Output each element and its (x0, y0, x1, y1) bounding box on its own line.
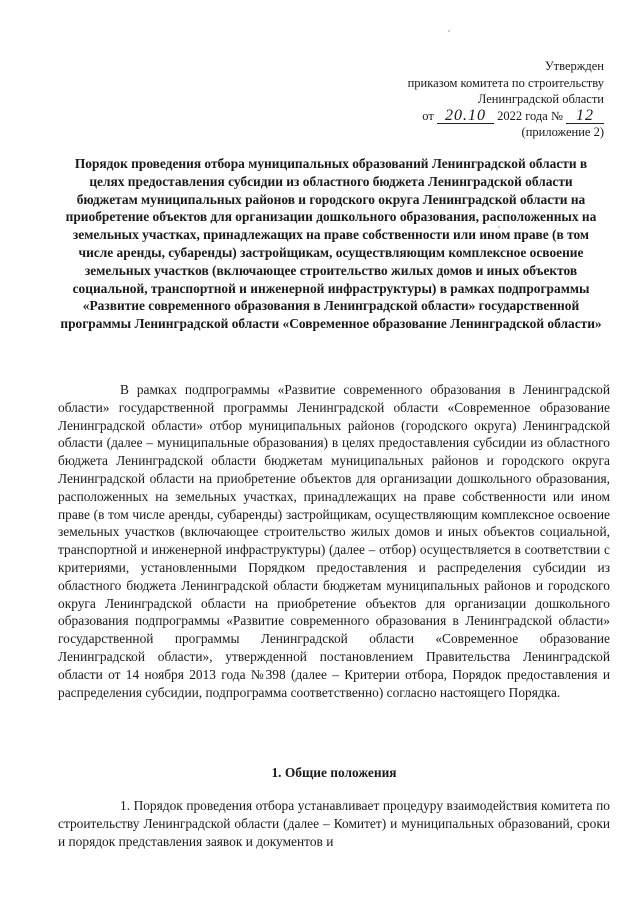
document-title: Порядок проведения отбора муниципальных образований Ленинградской области в целях предоставления субсидии из областного бюджета Ленинградской области бюджетам муниципальных районов и городского округа Ленинградской области на приобретение объектов для организации дошкольного образования, расположенных на земельных участках, принадлежащих на праве собственности или ином праве (в том числе аренды, субаренды) застройщикам, осуществляющим комплексное освоение земельных участков (включающее строительство жилых домов и иных объектов социальной, транспортной и инженерной инфраструктуры) в рамках подпрограммы «Развитие современного образования в Ленинградской области» государственной программы Ленинградской области «Современное образование Ленинградской области» (60, 156, 602, 332)
scan-speck (448, 30, 450, 32)
approval-line-order: приказом комитета по строительству (407, 75, 604, 90)
handwritten-number: 12 (566, 109, 604, 124)
date-suffix: 2022 года № (497, 108, 563, 123)
handwritten-date: 20.10 (437, 109, 494, 124)
approval-line-region: Ленинградской области (477, 92, 604, 106)
date-prefix: от (422, 108, 434, 123)
approval-line-approved: Утвержден (544, 59, 604, 73)
intro-paragraph: В рамках подпрограммы «Развитие современного образования в Ленинградской области» государственной программы Ленинградской области «Современное образование Ленинградской области» отбор муниципальных районов (городского округа) Ленинградской области (далее – муниципальные образования) в целях предоставления субсидии из областного бюджета Ленинградской области бюджетам муниципальных районов и городского округа Ленинградской области на приобретение объектов для организации дошкольного образования, расположенных на земельных участках, принадлежащих на праве собственности или ином праве (в том числе аренды, субаренды) застройщикам, осуществляющим комплексное освоение земельных участков (включающее строительство жилых домов и иных объектов социальной, транспортной и инженерной инфраструктуры) (далее – отбор) осуществляется в соответствии с критериями, установленными Порядком предоставления и распределения субсидии из областного бюджета Ленинградской области бюджетам муниципальных районов и городского округа Ленинградской области на приобретение объектов для организации дошкольного образования подпрограммы «Развитие современного образования в Ленинградской области» государственной программы Ленинградской области «Современное образование Ленинградской области», утвержденной постановлением Правительства Ленинградской области от 14 ноября 2013 года №398 (далее – Критерии отбора, Порядок предоставления и распределения субсидии, подпрограмма соответственно) согласно настоящего Порядка. (58, 382, 610, 700)
approval-stamp-block (344, 58, 604, 141)
section-1-paragraph: 1. Порядок проведения отбора устанавливает процедуру взаимодействия комитета по строительству Ленинградской области (далее – Комитет) и муниципальных образований, сроки и порядок представления заявок и документов и (58, 798, 610, 849)
approval-date-line (344, 108, 604, 125)
appendix-label: (приложение 2) (521, 125, 604, 139)
section-1-heading: 1. Общие положения (271, 765, 397, 780)
